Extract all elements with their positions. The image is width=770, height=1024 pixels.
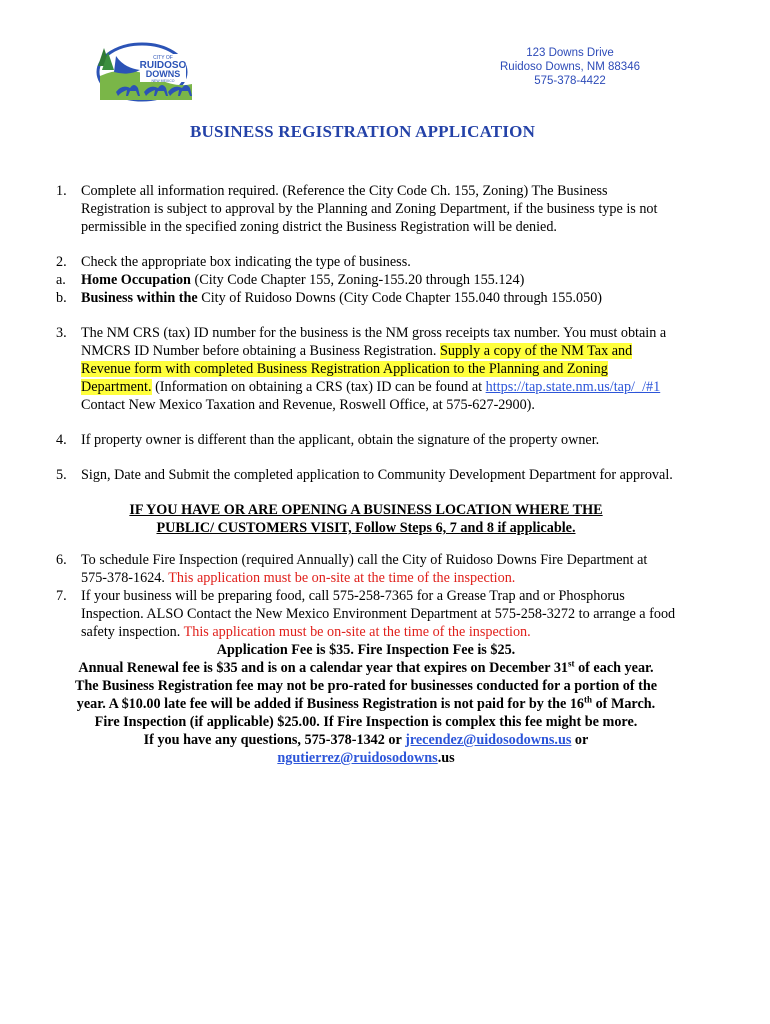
email-link-2[interactable]: ngutierrez@ruidosodowns bbox=[277, 750, 438, 766]
instruction-2b: b. Business within the City of Ruidoso Downs (City Code Chapter 155.040 through 155.050) bbox=[56, 290, 603, 306]
instruction-3: 3. The NM CRS (tax) ID number for the business is the NM gross receipts tax number. You must obtain a NMCRS ID Number before obtaining a Business Registration. Supply a copy of the NM Tax and Revenue form with completed Business Registration Application to the Planning and Zoning Department. (Information on obtaining a CRS (tax) ID can be found at https://tap.state.nm.us/tap/_/#1 Contact New Mexico Taxation and Revenue, Roswell Office, at 575-627-2900). bbox=[56, 325, 667, 413]
address-city: Ruidoso Downs, NM 88346 bbox=[500, 61, 640, 73]
svg-text:NEW MEXICO: NEW MEXICO bbox=[151, 79, 175, 83]
public-location-notice: IF YOU HAVE OR ARE OPENING A BUSINESS LOCATION WHERE THE PUBLIC/ CUSTOMERS VISIT, Follow Steps 6, 7 and 8 if applicable. bbox=[129, 502, 603, 536]
city-logo bbox=[96, 42, 196, 104]
prorate-note: The Business Registration fee may not be pro-rated for businesses conducted for a portion of the year. A $10.00 late fee will be added if Business Registration is not paid for by the 16th of March. bbox=[74, 678, 658, 712]
email-link-1[interactable]: jrecendez@uidosodowns.us bbox=[405, 732, 572, 748]
instructions bbox=[56, 182, 676, 767]
address-phone: 575-378-4422 bbox=[534, 75, 606, 87]
contact-line: If you have any questions, 575-378-1342 or jrecendez@uidosodowns.us or ngutierrez@ruidosodowns.us bbox=[143, 732, 589, 766]
highlighted-requirement: Supply a copy of the NM Tax and Revenue form with completed Business Registration Application to the Planning and Zoning Department. bbox=[81, 343, 633, 395]
onsite-warning: This application must be on-site at the time of the inspection. bbox=[183, 624, 531, 640]
instruction-7: 7. If your business will be preparing food, call 575-258-7365 for a Grease Trap and or Phosphorus Inspection. ALSO Contact the New Mexico Environment Department at 575-258-3272 to arrange a food safety inspection. This application must be on-site at the time of the inspection. bbox=[56, 588, 676, 640]
instruction-1: 1. Complete all information required. (Reference the City Code Ch. 155, Zoning) The Business Registration is subject to approval by the Planning and Zoning Department, if the business type is not permissible in the specified zoning district the Business Registration will be denied. bbox=[56, 183, 658, 235]
page-title: BUSINESS REGISTRATION APPLICATION bbox=[189, 122, 536, 141]
instruction-2a: a. Home Occupation (City Code Chapter 155, Zoning-155.20 through 155.124) bbox=[56, 272, 525, 288]
svg-text:RUIDOSO: RUIDOSO bbox=[139, 60, 187, 71]
city-address bbox=[470, 46, 670, 88]
instruction-4: 4. If property owner is different than the applicant, obtain the signature of the property owner. bbox=[56, 432, 600, 448]
svg-text:CITY OF: CITY OF bbox=[153, 55, 173, 61]
instruction-5: 5. Sign, Date and Submit the completed application to Community Development Department for approval. bbox=[56, 467, 673, 483]
address-street: 123 Downs Drive bbox=[526, 47, 614, 59]
onsite-warning: This application must be on-site at the time of the inspection. bbox=[168, 570, 516, 586]
application-fee: Application Fee is $35. Fire Inspection Fee is $25. bbox=[216, 642, 516, 658]
svg-text:DOWNS: DOWNS bbox=[145, 69, 181, 79]
instruction-2: 2. Check the appropriate box indicating the type of business. bbox=[56, 254, 411, 270]
instruction-6: 6. To schedule Fire Inspection (required Annually) call the City of Ruidoso Downs Fire Department at 575-378-1624. This application must be on-site at the time of the inspection. bbox=[56, 552, 648, 586]
fee-info bbox=[56, 641, 676, 767]
fire-inspection-fee: Fire Inspection (if applicable) $25.00. If Fire Inspection is complex this fee might be more. bbox=[94, 714, 638, 730]
tap-link[interactable]: https://tap.state.nm.us/tap/_/#1 bbox=[485, 379, 661, 395]
renewal-fee: Annual Renewal fee is $35 and is on a calendar year that expires on December 31st of each year. bbox=[78, 658, 654, 676]
